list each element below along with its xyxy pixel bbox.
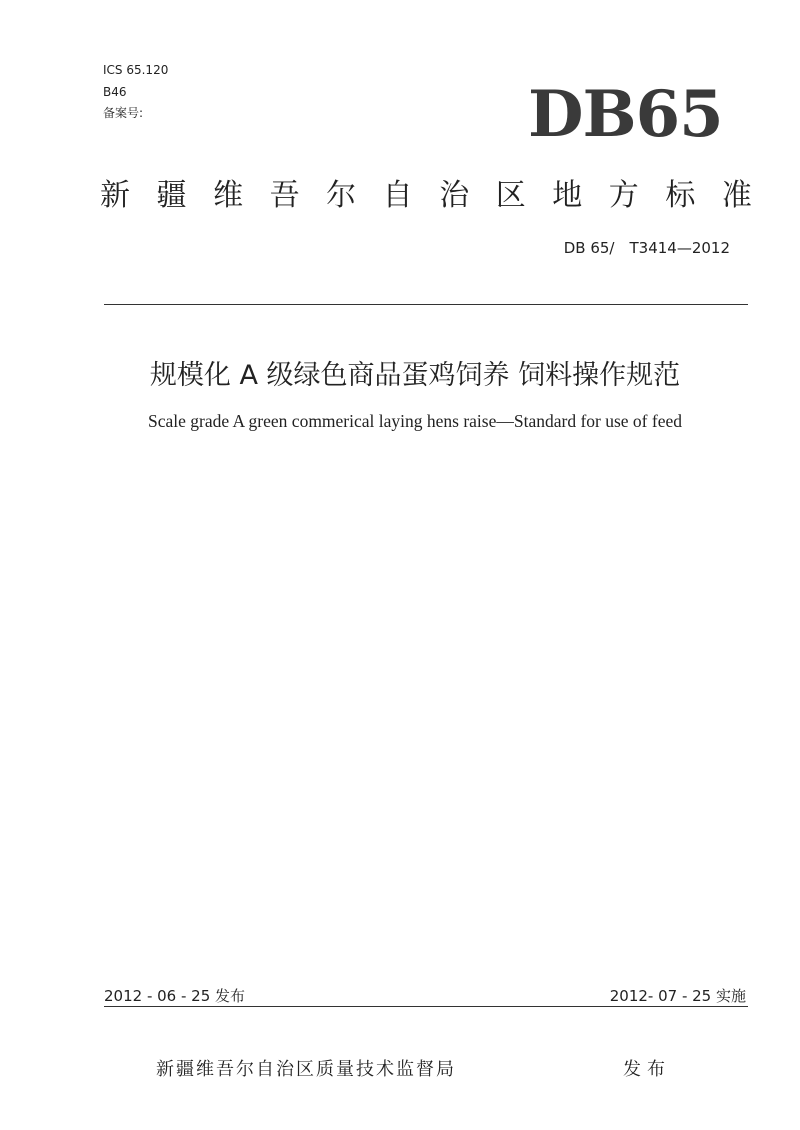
db65-logo: DB65 bbox=[528, 77, 723, 152]
header-divider bbox=[104, 304, 748, 305]
title-english: Scale grade A green commerical laying hens raise—Standard for use of feed bbox=[147, 411, 683, 431]
category-char: 区 bbox=[495, 178, 526, 213]
category-char: 新 bbox=[100, 178, 130, 213]
category-char: 地 bbox=[552, 178, 583, 213]
category-char: 维 bbox=[213, 178, 244, 213]
category-char: 方 bbox=[608, 178, 639, 213]
ics-code: ICS 65.120 bbox=[103, 63, 169, 77]
record-number-label: 备案号: bbox=[103, 106, 144, 120]
category-char: 尔 bbox=[326, 178, 357, 213]
category-char: 疆 bbox=[156, 178, 187, 213]
standard-category bbox=[100, 176, 752, 216]
title-chinese: 规模化 A 级绿色商品蛋鸡饲养 饲料操作规范 bbox=[149, 360, 681, 391]
issuing-authority: 新疆维吾尔自治区质量技术监督局 bbox=[156, 1059, 456, 1080]
issued-label: 发布 bbox=[623, 1059, 671, 1080]
ccs-code: B46 bbox=[103, 85, 127, 99]
category-char: 吾 bbox=[269, 178, 300, 213]
footer-divider bbox=[104, 1006, 748, 1007]
category-char: 准 bbox=[721, 178, 752, 213]
implementation-date: 2012- 07 - 25 实施 bbox=[609, 987, 746, 1005]
standard-number: DB 65/ T3414—2012 bbox=[563, 239, 730, 257]
issue-date: 2012 - 06 - 25 发布 bbox=[104, 987, 246, 1005]
category-char: 标 bbox=[665, 178, 696, 213]
category-char: 治 bbox=[439, 178, 470, 213]
category-char: 自 bbox=[382, 178, 413, 213]
